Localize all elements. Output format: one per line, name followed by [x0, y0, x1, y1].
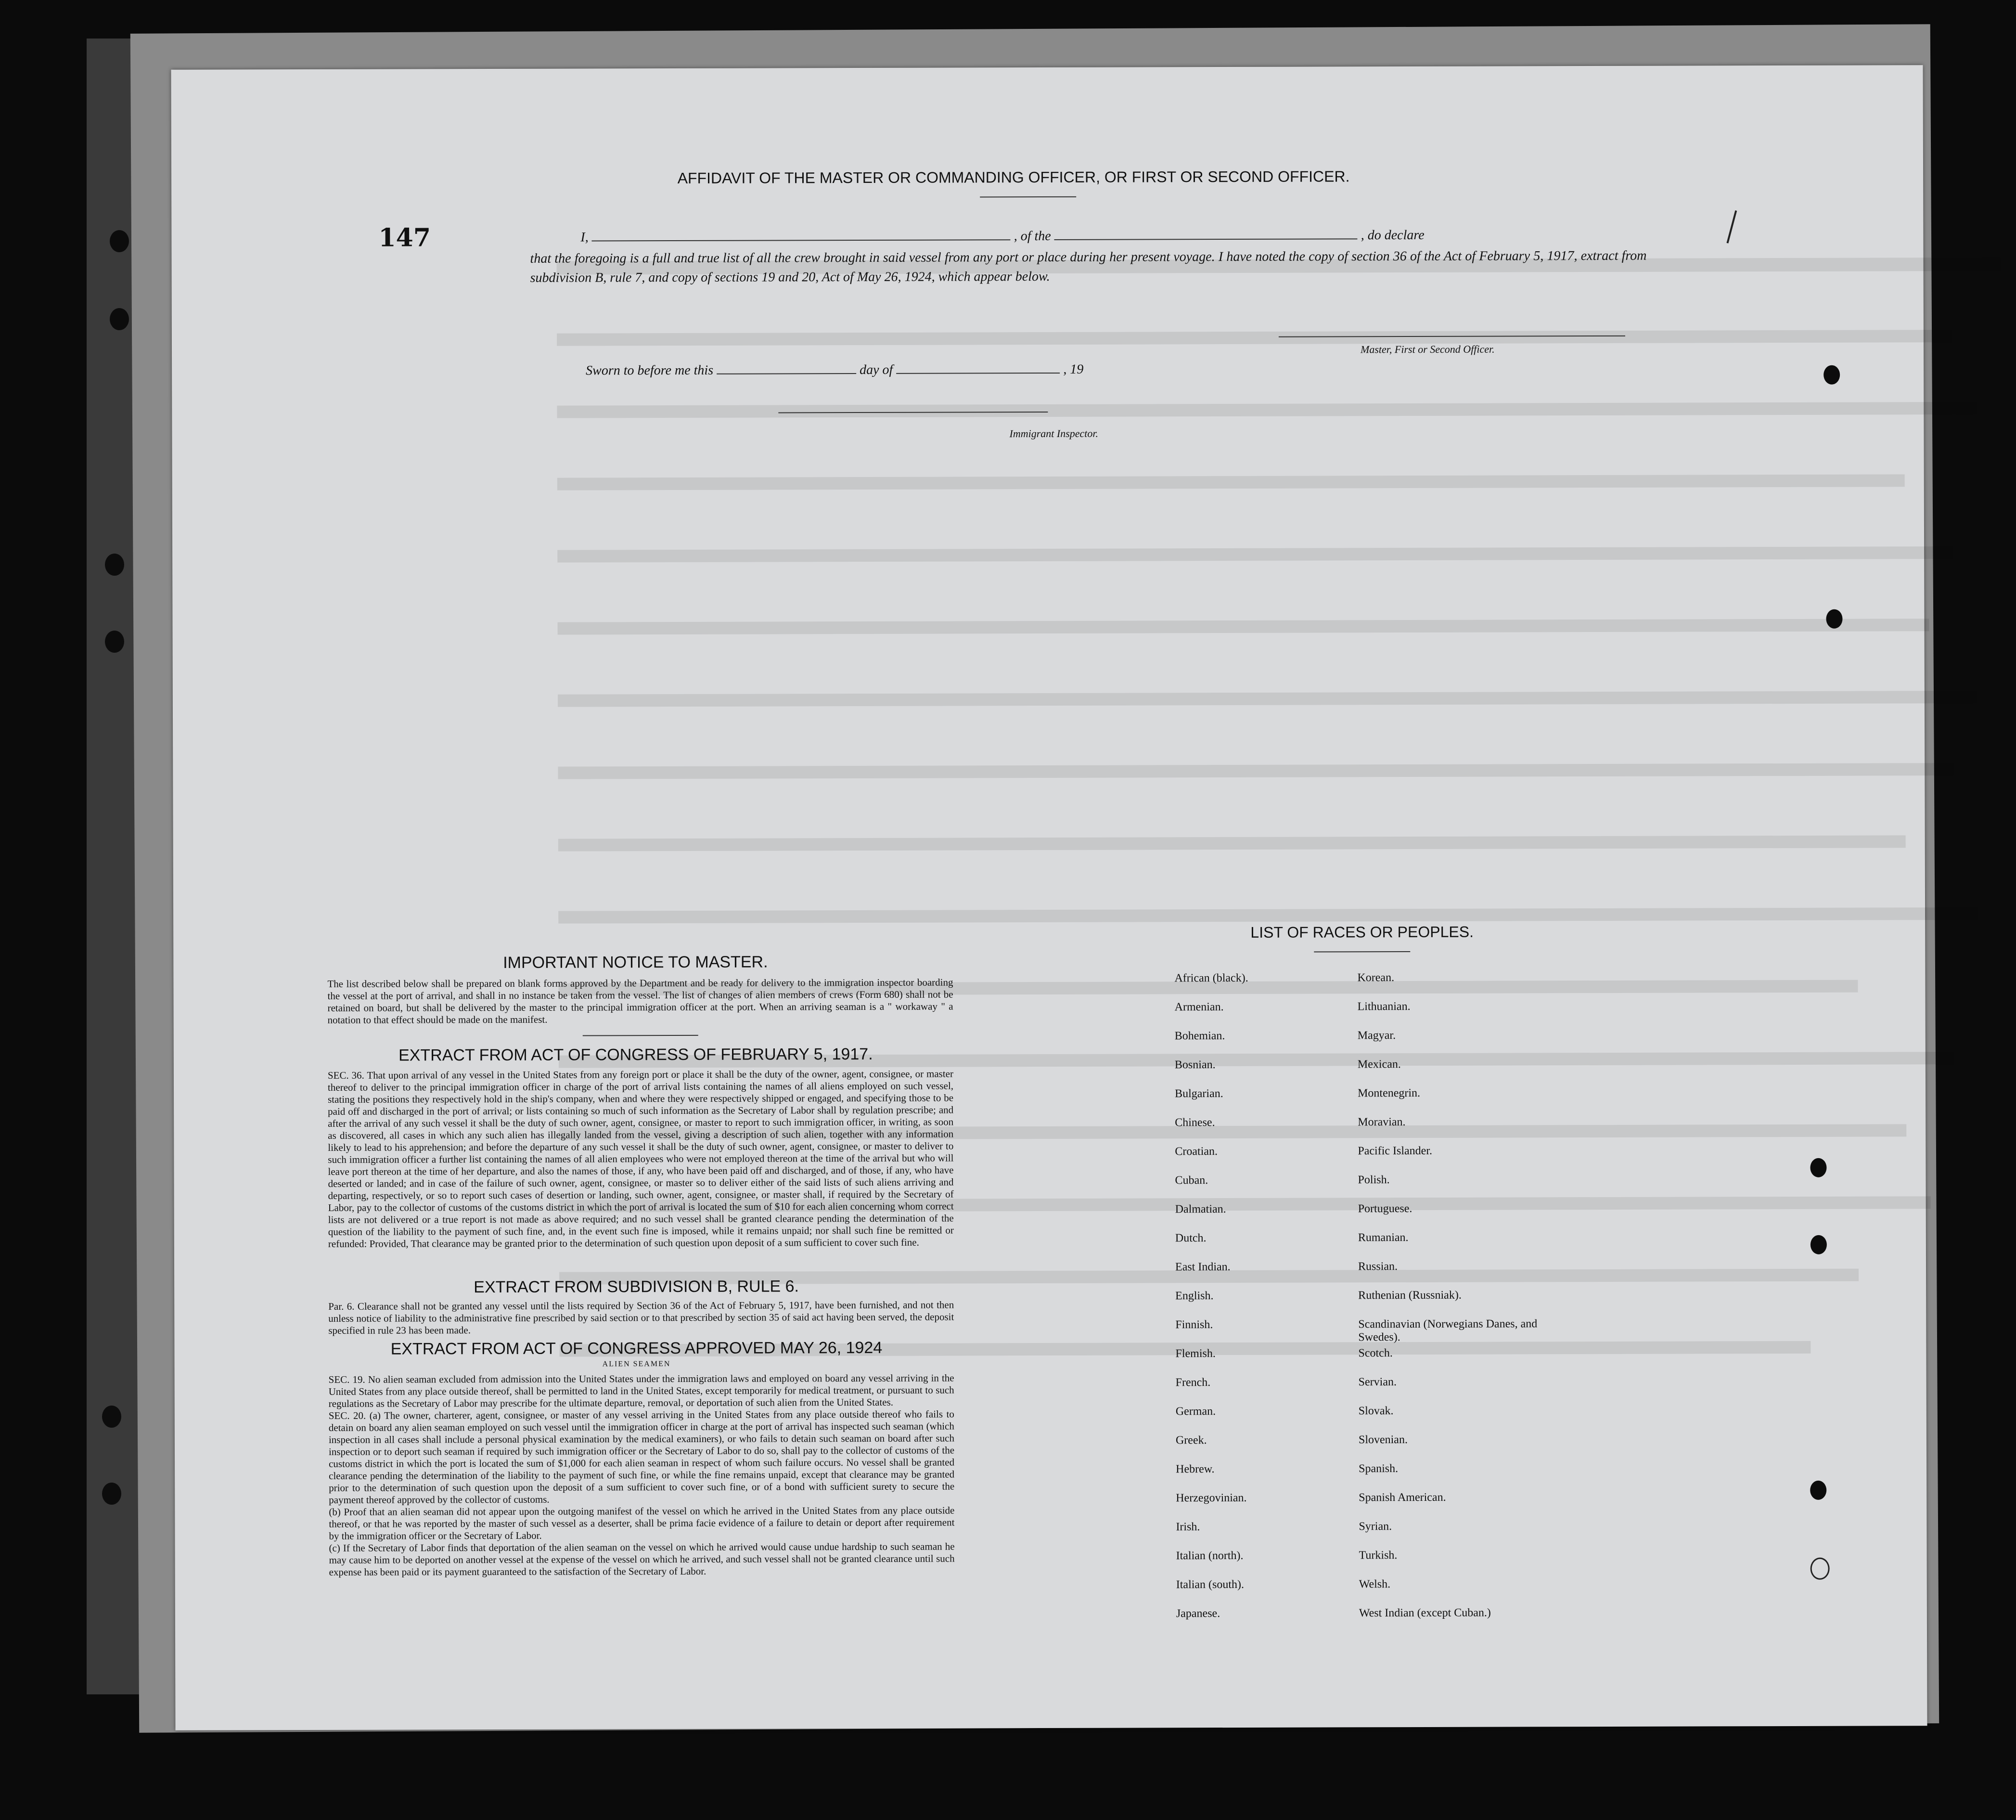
vessel-name-blank: [1054, 238, 1358, 240]
race-item: Italian (south).: [1176, 1578, 1245, 1591]
races-title: LIST OF RACES OR PEOPLES.: [1250, 923, 1474, 941]
affidavit-i-label: I,: [580, 230, 589, 245]
notice-text: The list described below shall be prepared on blank forms approved by the Department and be ready for delivery to the immigration inspector boarding the vessel at the port of arrival, and shall in no instance be taken from the vessel. The list of changes of alien members of crews (Form 680) shall not be retained on board, but shall be delivered by the master to the principal immigration officer at the port. When an arriving seaman is a " workaway " a notation to that effect should be made on the manifest.: [327, 976, 953, 1026]
affidavit-title: AFFIDAVIT OF THE MASTER OR COMMANDING OFFICER, OR FIRST OR SECOND OFFICER.: [677, 168, 1350, 187]
master-label: Master, First or Second Officer.: [1360, 343, 1495, 356]
race-item: Hebrew.: [1176, 1463, 1215, 1476]
binder-hole: [1823, 365, 1840, 385]
binder-hole: [110, 308, 129, 330]
year-label: , 19: [1063, 361, 1084, 377]
race-item: German.: [1175, 1405, 1216, 1418]
divider: [980, 196, 1076, 198]
race-item: Lithuanian.: [1357, 1000, 1411, 1013]
sworn-line: [586, 362, 1083, 379]
race-item: West Indian (except Cuban.): [1359, 1606, 1491, 1620]
day-of-label: day of: [860, 362, 893, 378]
race-item: Herzegovinian.: [1176, 1491, 1247, 1505]
race-item: Magyar.: [1357, 1029, 1396, 1042]
binder-hole: [110, 230, 129, 252]
race-item: Polish.: [1358, 1174, 1390, 1187]
affidavit-line1: [580, 228, 1424, 245]
day-blank: [717, 373, 856, 374]
race-item: Moravian.: [1358, 1116, 1406, 1129]
race-item: Scotch.: [1358, 1347, 1393, 1360]
inspector-label: Immigrant Inspector.: [1009, 427, 1099, 440]
race-item: Japanese.: [1176, 1607, 1220, 1620]
race-item: African (black).: [1174, 971, 1248, 985]
race-item: Mexican.: [1357, 1058, 1401, 1071]
section-19-text: SEC. 19. No alien seaman excluded from admission into the United States under the immigration laws and employed on board any vessel arriving in the United States from any place outside thereof, shall be permitted to land in the United States, except temporarily for medical treatment, or pursuant to such regulations as the Secretary of Labor may prescribe for the ultimate departure, removal, or deportation of such alien from the United States.: [328, 1372, 954, 1409]
affidavit-body: that the foregoing is a full and true list of all the crew brought in said vessel from any port or place during her present voyage. I have noted the copy of section 36 of the Act of February 5, 1917, extract from subdivision B, rule 7, and copy of sections 19 and 20, Act of May 26, 1924, which appear below.: [530, 248, 1647, 285]
race-item: Ruthenian (Russniak).: [1358, 1289, 1462, 1302]
race-item: Bohemian.: [1174, 1030, 1225, 1043]
extract-1924-title: EXTRACT FROM ACT OF CONGRESS APPROVED MAY 26, 1924: [390, 1338, 883, 1358]
race-item: Cuban.: [1175, 1174, 1208, 1187]
race-item: Finnish.: [1175, 1318, 1213, 1331]
binder-hole: [102, 1406, 121, 1428]
race-item: Dalmatian.: [1175, 1203, 1226, 1216]
binder-hole: [1810, 1158, 1826, 1177]
section-20a-text: SEC. 20. (a) The owner, charterer, agent, consignee, or master of any vessel arriving in the United States from any place outside thereof who fails to detain on board any alien seaman employed on such vessel until the immigration officer in charge at the port of arrival has inspected such seaman (which inspection in all cases shall include a personal physical examination by the medical examiners), or who fails to detain such seaman on board after such inspection or to deport such seaman if required by such immigration officer or the Secretary of Labor to do so, shall pay to the collector of customs of the customs district in which the port is located the sum of $1,000 for each alien seaman in respect of whom such failure occurs. No vessel shall be granted clearance pending the determination of the liability to the payment of such fine, or while the fine remains unpaid, except that clearance may be granted prior to the determination of such question upon the deposit of a sum sufficient to cover such fine, or of a bond with sufficient surety to secure the payment thereof approved by the collector of customs.: [328, 1408, 955, 1506]
binder-hole: [105, 554, 124, 576]
race-item: Welsh.: [1359, 1578, 1391, 1591]
race-item: Scandinavian (Norwegians Danes, and Swedes).: [1358, 1317, 1538, 1344]
race-item: East Indian.: [1175, 1261, 1231, 1274]
race-item: Greek.: [1175, 1434, 1207, 1447]
race-item: Servian.: [1358, 1376, 1397, 1389]
subdivision-title: EXTRACT FROM SUBDIVISION B, RULE 6.: [474, 1277, 799, 1297]
month-blank: [896, 373, 1060, 374]
race-item: Pacific Islander.: [1358, 1144, 1433, 1158]
manifest-page: [171, 65, 1927, 1730]
binder-hole: [1826, 609, 1842, 629]
race-item: Dutch.: [1175, 1232, 1207, 1245]
affidavit-declare-label: , do declare: [1361, 227, 1425, 243]
extract-1917-title: EXTRACT FROM ACT OF CONGRESS OF FEBRUARY 5, 1917.: [398, 1045, 873, 1065]
race-item: Flemish.: [1175, 1347, 1216, 1360]
race-item: Rumanian.: [1358, 1231, 1409, 1244]
race-item: Chinese.: [1175, 1116, 1215, 1129]
notice-title: IMPORTANT NOTICE TO MASTER.: [503, 953, 768, 972]
race-item: Croatian.: [1175, 1145, 1218, 1158]
extract-1924-subtitle: ALIEN SEAMEN: [602, 1360, 671, 1368]
race-item: Irish.: [1176, 1521, 1200, 1534]
race-item: Spanish.: [1359, 1462, 1399, 1475]
race-item: English.: [1175, 1290, 1214, 1303]
subdivision-text: Par. 6. Clearance shall not be granted any vessel until the lists required by Section 36 of the Act of February 5, 1917, have been furnished, and not then unless notice of liability to the administrative fine prescribed by said section or to that prescribed by section 35 of said act having been served, the deposit specified in rule 23 has been made.: [328, 1299, 954, 1336]
race-item: Italian (north).: [1176, 1549, 1244, 1562]
race-item: Slovak.: [1358, 1405, 1394, 1418]
race-item: Turkish.: [1359, 1549, 1398, 1562]
race-item: Portuguese.: [1358, 1202, 1412, 1215]
race-item: French.: [1175, 1376, 1211, 1389]
affidavit-of-label: , of the: [1014, 228, 1051, 244]
race-item: Slovenian.: [1358, 1433, 1408, 1446]
extract-1924-sections: [329, 1372, 955, 1578]
binder-hole: [1810, 1481, 1826, 1500]
race-item: Bulgarian.: [1175, 1087, 1223, 1100]
race-item: Korean.: [1357, 971, 1395, 984]
race-item: Russian.: [1358, 1260, 1398, 1273]
race-item: Montenegrin.: [1358, 1086, 1421, 1100]
binder-hole: [105, 631, 124, 653]
race-item: Spanish American.: [1359, 1491, 1446, 1504]
race-item: Syrian.: [1359, 1520, 1392, 1533]
binder-hole: [1811, 1235, 1827, 1254]
binder-hole: [102, 1483, 121, 1505]
master-name-blank: [592, 239, 1011, 241]
section-20c-text: (c) If the Secretary of Labor finds that deportation of the alien seaman on the vessel on which he arrived would cause undue hardship to such seaman he may cause him to be deported on another vessel at the expense of the vessel on which he arrived, and such vessel shall not be granted clearance until such expense has been paid or its payment guaranteed to the satisfaction of the Secretary of Labor.: [329, 1540, 955, 1578]
section-20b-text: (b) Proof that an alien seaman did not appear upon the outgoing manifest of the vessel on which he arrived in the United States from any place outside thereof, or that he was reported by the master of such vessel as a deserter, shall be prima facie evidence of a failure to detain or deport after requirement by the immigration officer or the Secretary of Labor.: [329, 1504, 955, 1542]
extract-1917-text: SEC. 36. That upon arrival of any vessel in the United States from any foreign port or place it shall be the duty of the owner, agent, consignee, or master thereof to deliver to the principal immigration officer in charge of the port of arrival lists containing the names of all aliens employed on such vessel, stating the positions they respectively hold in the ship's company, when and where they were respectively shipped or engaged, and specifying those to be paid off and discharged in the port of arrival; or lists containing so much of such information as the Secretary of Labor shall by regulation prescribe; and after the arrival of any such vessel it shall be the duty of such owner, agent, consignee, or master to report to such immigration officer, in writing, as soon as discovered, all cases in which any such alien has illegally landed from the vessel, giving a description of such alien, together with any information likely to lead to his apprehension; and before the departure of any such vessel it shall be the duty of such owner, agent, consignee, or master to deliver to such immigration officer a further list containing the names of all alien employees who were not employed thereon at the time of the arrival but who will leave port thereon at the time of her departure, and also the names of those, if any, who have been paid off and discharged, and of those, if any, who have deserted or landed; and in case of the failure of such owner, agent, consignee, or master so to deliver either of the said lists of such aliens arriving and departing, respectively, or so to report such cases of desertion or landing, such owner, agent, consignee, or master shall, if required by the Secretary of Labor, pay to the collector of customs of the customs district in which the port of arrival is located the sum of $10 for each alien concerning whom correct lists are not delivered or a true report is not made as above required; and no such vessel shall be granted clearance pending the determination of the question of the liability to the payment of such fine, and, in the event such fine is imposed, while it remains unpaid; nor shall such fine be remitted or refunded: Provided, That clearance may be granted prior to the determination of such question upon deposit of a sum sufficient to cover such fine.: [327, 1068, 954, 1250]
race-item: Bosnian.: [1174, 1058, 1216, 1071]
binder-hole: [1811, 1558, 1830, 1580]
race-item: Armenian.: [1174, 1001, 1224, 1014]
sworn-label: Sworn to before me this: [586, 362, 714, 378]
handwritten-sheet-number: 147: [378, 223, 431, 253]
